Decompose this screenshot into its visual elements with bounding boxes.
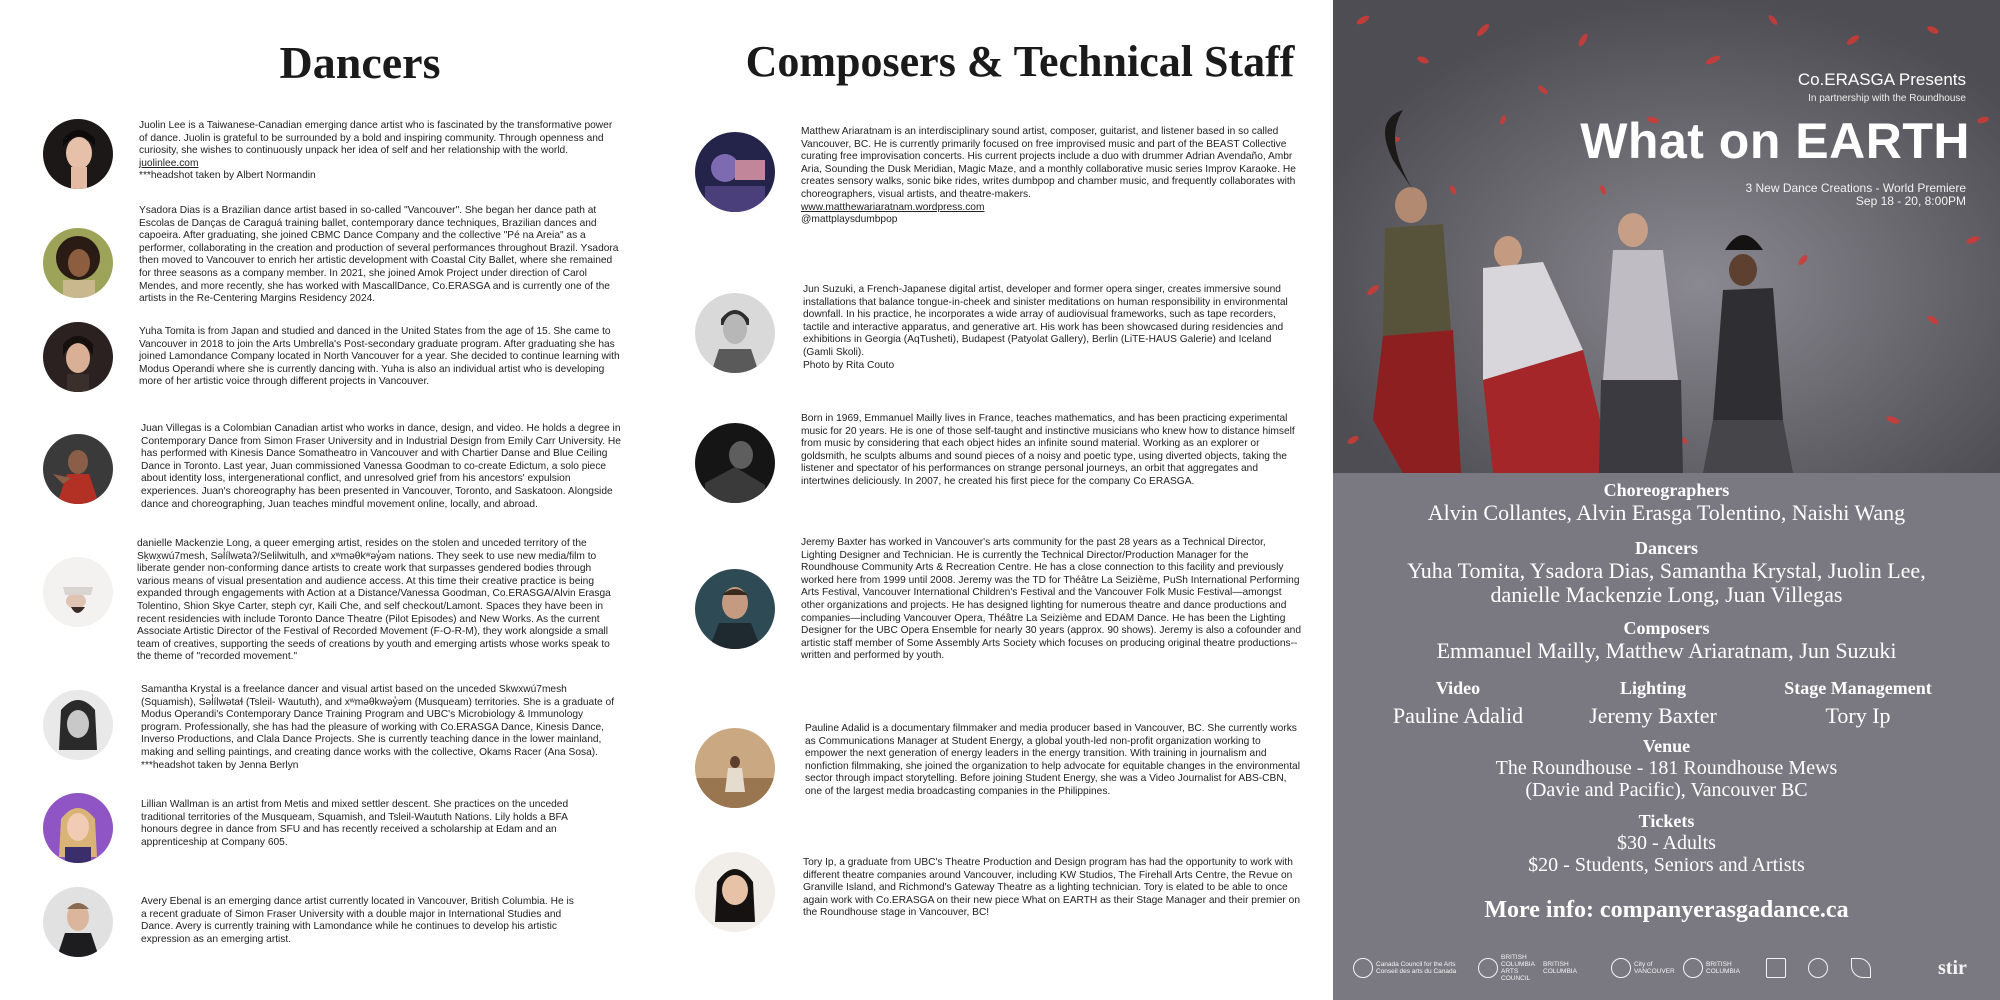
poster-dancers-names-2: danielle Mackenzie Long, Juan Villegas <box>1490 582 1843 607</box>
avery-ebenal-headshot <box>43 887 113 957</box>
emmanuel-mailly-bio <box>801 413 1301 489</box>
venue-line-2: (Davie and Pacific), Vancouver BC <box>1525 779 1808 801</box>
social-handle: @mattplaysdumbpop <box>801 214 898 226</box>
sponsor-logos <box>1353 952 1993 986</box>
venue-heading: Venue <box>1642 736 1691 756</box>
city-of-vancouver-logo <box>1611 952 1673 984</box>
pauline-adalid-bio <box>805 723 1305 799</box>
juan-villegas-headshot <box>43 434 113 504</box>
matthew-ariaratnam-headshot <box>695 132 775 212</box>
logo-text: BRITISH COLUMBIA ARTS COUNCIL <box>1501 954 1535 982</box>
poster-presents: Co.ERASGA Presents <box>1797 70 1966 89</box>
venue-line-1: The Roundhouse - 181 Roundhouse Mews <box>1495 757 1838 779</box>
logo-text: Canada Council for the Arts Conseil des arts du Canada <box>1376 961 1457 975</box>
logo-text: BRITISH COLUMBIA <box>1543 961 1577 975</box>
tory-ip-headshot <box>695 852 775 932</box>
lighting-credit <box>1578 678 1728 729</box>
bio-text: Pauline Adalid is a documentary filmmaker and media producer based in Vancouver, BC. She currently works as Communications Manager at Student Energy, a global youth-led non-profit organization working to empower the next generation of energy leaders in the energy transition. With training in journalism and nonfiction filmmaking, she joined the organization to help advocate for equitable changes in the environmental sector through impact storytelling. Before joining Student Energy, she was a Video Journalist for ABS-CBN, one of the largest media broadcasting companies in the Philippines. <box>805 723 1300 797</box>
bio-text: Lillian Wallman is an artist from Metis and mixed settler descent. She practices on the unceded traditional territories of the Musqueam, Squamish, and Tsleil-Waututh Nations. Lily holds a BFA honours degree in dance from SFU and has recently received a scholarship at Edam and an apprenticeship at Company 605. <box>141 799 569 848</box>
seal-logo <box>1808 952 1838 984</box>
composers-section <box>680 0 1330 1000</box>
video-credit <box>1388 678 1528 729</box>
poster-subtitle <box>1745 182 1966 208</box>
bio-text: Avery Ebenal is an emerging dance artist currently located in Vancouver, British Columbia. He is a recent graduate of Simon Fraser University with a double major in International Studies and Dance. Avery is currently training with Lamondance while he continues to develop his artistic expression as an emerging artist. <box>141 896 574 945</box>
dancers-heading: Dancers <box>279 37 441 88</box>
video-name: Pauline Adalid <box>1392 703 1524 728</box>
composers-heading: Composers & Technical Staff <box>745 37 1295 86</box>
bc-arts-council-logo <box>1478 952 1538 984</box>
jun-suzuki-bio <box>803 284 1303 372</box>
tickets-heading: Tickets <box>1638 811 1695 831</box>
roundhouse-logo <box>1766 952 1796 984</box>
co-erasga-logo <box>1851 952 1891 984</box>
poster-dancers-names-1: Yuha Tomita, Ysadora Dias, Samantha Krystal, Juolin Lee, <box>1407 558 1926 583</box>
ticket-adults: $30 - Adults <box>1617 832 1716 854</box>
ticket-reduced: $20 - Students, Seniors and Artists <box>1528 854 1805 876</box>
video-heading: Video <box>1435 678 1481 698</box>
juan-villegas-bio <box>141 423 621 511</box>
juolin-website-link[interactable]: juolinlee.com <box>139 157 199 169</box>
choreographers-names: Alvin Collantes, Alvin Erasga Tolentino, Naishi Wang <box>1427 500 1906 525</box>
lillian-wallman-headshot <box>43 793 113 863</box>
juolin-lee-headshot <box>43 119 113 189</box>
lighting-heading: Lighting <box>1619 678 1687 698</box>
premiere-line: 3 New Dance Creations - World Premiere <box>1745 181 1966 195</box>
stage-credit <box>1758 678 1958 729</box>
bio-text: Jun Suzuki, a French-Japanese digital artist, developer and former opera singer, creates immersive sound installations that balance tongue-in-cheek and sinister meditations on human responsibility in environmental downfall. In his practice, he incorporates a wide array of audiovisual frameworks, such as tape recorders, tactile and interactive apparatus, and generative art. His work has been showcased during residencies and exhibitions in Georgia (AqTusheti), Budapest (Patyolat Gallery), Berlin (LiTE-HAUS Galerie) and Iceland (Gamli Skoli). <box>803 284 1288 358</box>
poster-dancers-heading: Dancers <box>1635 538 1698 558</box>
dancers-performance-photo <box>1333 0 2000 473</box>
bio-text: danielle Mackenzie Long, a queer emerging artist, resides on the stolen and unceded territory of the Sḵwx̱wú7mesh, Səl̓ílwətaʔ/Selilwitulh, and xʷməθkʷəy̓əm nations. They seek to use new media/film to liberate gender non-conforming dance artists to create work that surpasses gendered bodies through various means of visual presentation and audience access. At this time their creative practice is being expanded through engagements with Action at a Distance/Vanessa Goodman, Co.ERASGA/Alvin Erasga Tolentino, Shion Skye Carter, steph cyr, Kaili Che, and self checkout/Lamont. Spaces they have been in recent residencies with include Toronto Dance Theatre (Pilot Episodes) and New Works. As the current Associate Artistic Director of the Festival of Recorded Movement (F-O-R-M), they work alongside a small team of creatives, supporting the seeds of creations by youth and emerging artists whose works speak to the theme of "recorded movement." <box>137 538 611 663</box>
canada-council-logo <box>1353 952 1468 984</box>
bc-logo <box>1543 952 1593 984</box>
pauline-adalid-headshot <box>695 728 775 808</box>
ysadora-dias-bio <box>139 205 619 306</box>
bio-text: Yuha Tomita is from Japan and studied and danced in the United States from the age of 15. She came to Vancouver in 2018 to join the Arts Umbrella's Post-secondary graduate program. After graduating she has joined Lamondance Company located in North Vancouver for a year. She decided to continue learning with Modus Operandi where she is currently dancing with. Yuha is also an individual artist who is developing more of her artistic voice through different projects in Vancouver. <box>139 326 620 388</box>
matthew-ariaratnam-bio <box>801 126 1301 227</box>
venue-block <box>1333 736 2000 801</box>
juolin-lee-bio <box>139 120 619 183</box>
stage-name: Tory Ip <box>1825 703 1891 728</box>
dancers-section <box>0 0 680 1000</box>
yuha-tomita-bio <box>139 326 629 389</box>
jeremy-baxter-headshot <box>695 569 775 649</box>
dates-line: Sep 18 - 20, 8:00PM <box>1855 194 1966 208</box>
jun-suzuki-headshot <box>695 293 775 373</box>
poster-composers-heading: Composers <box>1623 618 1710 638</box>
bio-text: Born in 1969, Emmanuel Mailly lives in France, teaches mathematics, and has been practicing experimental music for 20 years. He is one of those self-taught and instinctive musicians who knew how to distance himself from music by considering that each object hides an infinite sound material. Working as an explorer or goldsmith, he sculpts albums and sound pieces of a noisy and poetic type, using diverted objects, taking the listener and spectator of his performances on strange personal journeys, an orbit that aggregates and intertwines deliciously. In 2007, he created his first piece for the company Co ERASGA. <box>801 413 1295 487</box>
photo-credit: ***headshot taken by Albert Normandin <box>139 170 316 182</box>
logo-text: City of VANCOUVER <box>1634 961 1675 975</box>
bio-text: Samantha Krystal is a freelance dancer and visual artist based on the unceded Skwxwú7mesh (Squamish), Səl̓ílwətaɬ (Tsleil- Waututh), and xʷməθkwəy̓əm (Musqueam) territories. She is a graduate of Modus Operandi's Contemporary Dance Training Program and UBC's Microbiology & Immunology program. Professionally, she has had the pleasure of working with Co.ERASGA Dance, Kinesis Dance, Inverso Productions, and Clala Dance Projects. She is currently teaching dance in the lower mainland, making and selling paintings, and creating dance works with the collective, Okams Racer (Ana Sosa). <box>141 684 615 758</box>
stage-heading: Stage Management <box>1784 678 1932 698</box>
poster-title: What on EARTH <box>1580 113 1970 169</box>
logo-text: BRITISH COLUMBIA <box>1706 961 1740 975</box>
bio-text: Tory Ip, a graduate from UBC's Theatre Production and Design program has had the opportunity to work with different theatre companies around Vancouver, including KW Studios, The Firehall Arts Centre, the Revue on Granville Island, and Richmond's Gateway Theatre as a lighting technician. Tory is elated to be able to once again work with Co.ERASGA on their new piece What on EARTH as their Stage Manager and their premier on the Roundhouse stage in Vancouver, BC! <box>803 857 1300 919</box>
samantha-krystal-headshot <box>43 690 113 760</box>
choreographers-block <box>1333 480 2000 525</box>
matthew-website-link[interactable]: www.matthewariaratnam.wordpress.com <box>801 201 985 213</box>
bio-text: Matthew Ariaratnam is an interdisciplinary sound artist, composer, guitarist, and listener based in so called Vancouver, BC. He is currently primarily focused on free improvised music and part of the BEAST Collective curating free improvisation concerts. His current projects include a duo with drummer Adrian Avendaño, Ambr Aria, Sounding the Dusk Meridian, Magic Maze, and a monthly collaborative music series Improv Karaoke. He creates sensory walks, sonic bike rides, writes dumbpop and chamber music, and frequently collaborates with choreographers, visual artists, and theatre-makers. <box>801 126 1296 200</box>
danielle-long-bio <box>137 538 617 664</box>
ysadora-dias-headshot <box>43 228 113 298</box>
stir-logo <box>1938 952 1978 984</box>
bio-text: Juolin Lee is a Taiwanese-Canadian emerging dance artist who is fascinated by the transformative power of dance. Juolin is grateful to be surrounded by a bold and inspiring community. Through openness and curiosity, she wishes to continuously unpack her idea of self and her relationship with the world. <box>139 120 613 157</box>
yuha-tomita-headshot <box>43 322 113 392</box>
poster-composers-names: Emmanuel Mailly, Matthew Ariaratnam, Jun Suzuki <box>1436 638 1897 663</box>
event-poster <box>1333 0 2000 1000</box>
composers-block <box>1333 618 2000 663</box>
logo-text: stir <box>1938 956 1967 979</box>
photo-credit: ***headshot taken by Jenna Berlyn <box>141 759 299 771</box>
poster-partnership: In partnership with the Roundhouse <box>1808 93 1966 104</box>
tickets-block <box>1333 811 2000 876</box>
bio-text: Ysadora Dias is a Brazilian dance artist based in so-called "Vancouver". She began her dance path at Escolas de Danças de Caraguá training ballet, contemporary dance techniques, Brazilian dances and capoeira. After graduating, she joined CBMC Dance Company and the collective "Pé na Areia" as a performer, collaborating in the creation and production of several performances throughout Brazil. Ysadora then moved to Vancouver to enrich her artistic development with Coastal City Ballet, where she remained for three seasons as a company member. In 2021, she joined Amok Project under direction of Carol Mendes, and more recently, she has worked with MascallDance, Co.ERASGA and is currently one of the artists in the Re-Centering Margins Residency 2024. <box>139 205 619 305</box>
bc-province-logo <box>1683 952 1753 984</box>
choreographers-heading: Choreographers <box>1603 480 1730 500</box>
lillian-wallman-bio <box>141 799 581 849</box>
photo-credit: Photo by Rita Couto <box>803 359 895 371</box>
danielle-long-headshot <box>43 557 113 627</box>
samantha-krystal-bio <box>141 684 621 772</box>
tory-ip-bio <box>803 857 1303 920</box>
lighting-name: Jeremy Baxter <box>1589 703 1717 728</box>
bio-text: Juan Villegas is a Colombian Canadian artist who works in dance, design, and video. He holds a degree in Contemporary Dance from Simon Fraser University and in Industrial Design from Emily Carr University. He has performed with Kinesis Dance Somatheatro in Vancouver and with Chartier Danse and Blue Ceiling Dance in Toronto. Last year, Juan commissioned Vanessa Goodman to co-create Edictum, a solo piece about identity loss, intergenerational conflict, and unresolved grief from his ancestors' expulsion experiences. Juan's choreography has been presented in Vancouver, Toronto, and Saskatoon. Alongside dance and choreographing, Juan teaches mindful movement online, locally, and abroad. <box>141 423 621 510</box>
avery-ebenal-bio <box>141 896 581 946</box>
poster-dancers-block <box>1333 538 2000 607</box>
emmanuel-mailly-headshot <box>695 423 775 503</box>
jeremy-baxter-bio <box>801 537 1301 663</box>
more-info-link[interactable]: More info: companyerasgadance.ca <box>1484 897 1849 923</box>
bio-text: Jeremy Baxter has worked in Vancouver's arts community for the past 28 years as a Technical Director, Lighting Designer and Technician. He is currently the Technical Director/Production Manager for the Roundhouse Community Arts & Recreation Centre. He has a close connection to this facility and previously worked here from 1999 until 2008. Jeremy was the TD for Théâtre La Seizième, PuSh International Performing Arts Festival, Vancouver International Children's Festival and the Vancouver Folk Music Festival—amongst other organizations and projects. He has designed lighting for numerous theatre and dance productions and companies—including Vancouver Opera, Théâtre La Seizième and EDAM Dance. He has been the Lighting Designer for the UBC Opera Ensemble for nearly 30 years (approx. 90 shows). Jeremy is also a cofounder and artistic staff member of Some Assembly Arts Society which focuses on producing original theatre productions--written and performed by youth. <box>801 537 1301 662</box>
